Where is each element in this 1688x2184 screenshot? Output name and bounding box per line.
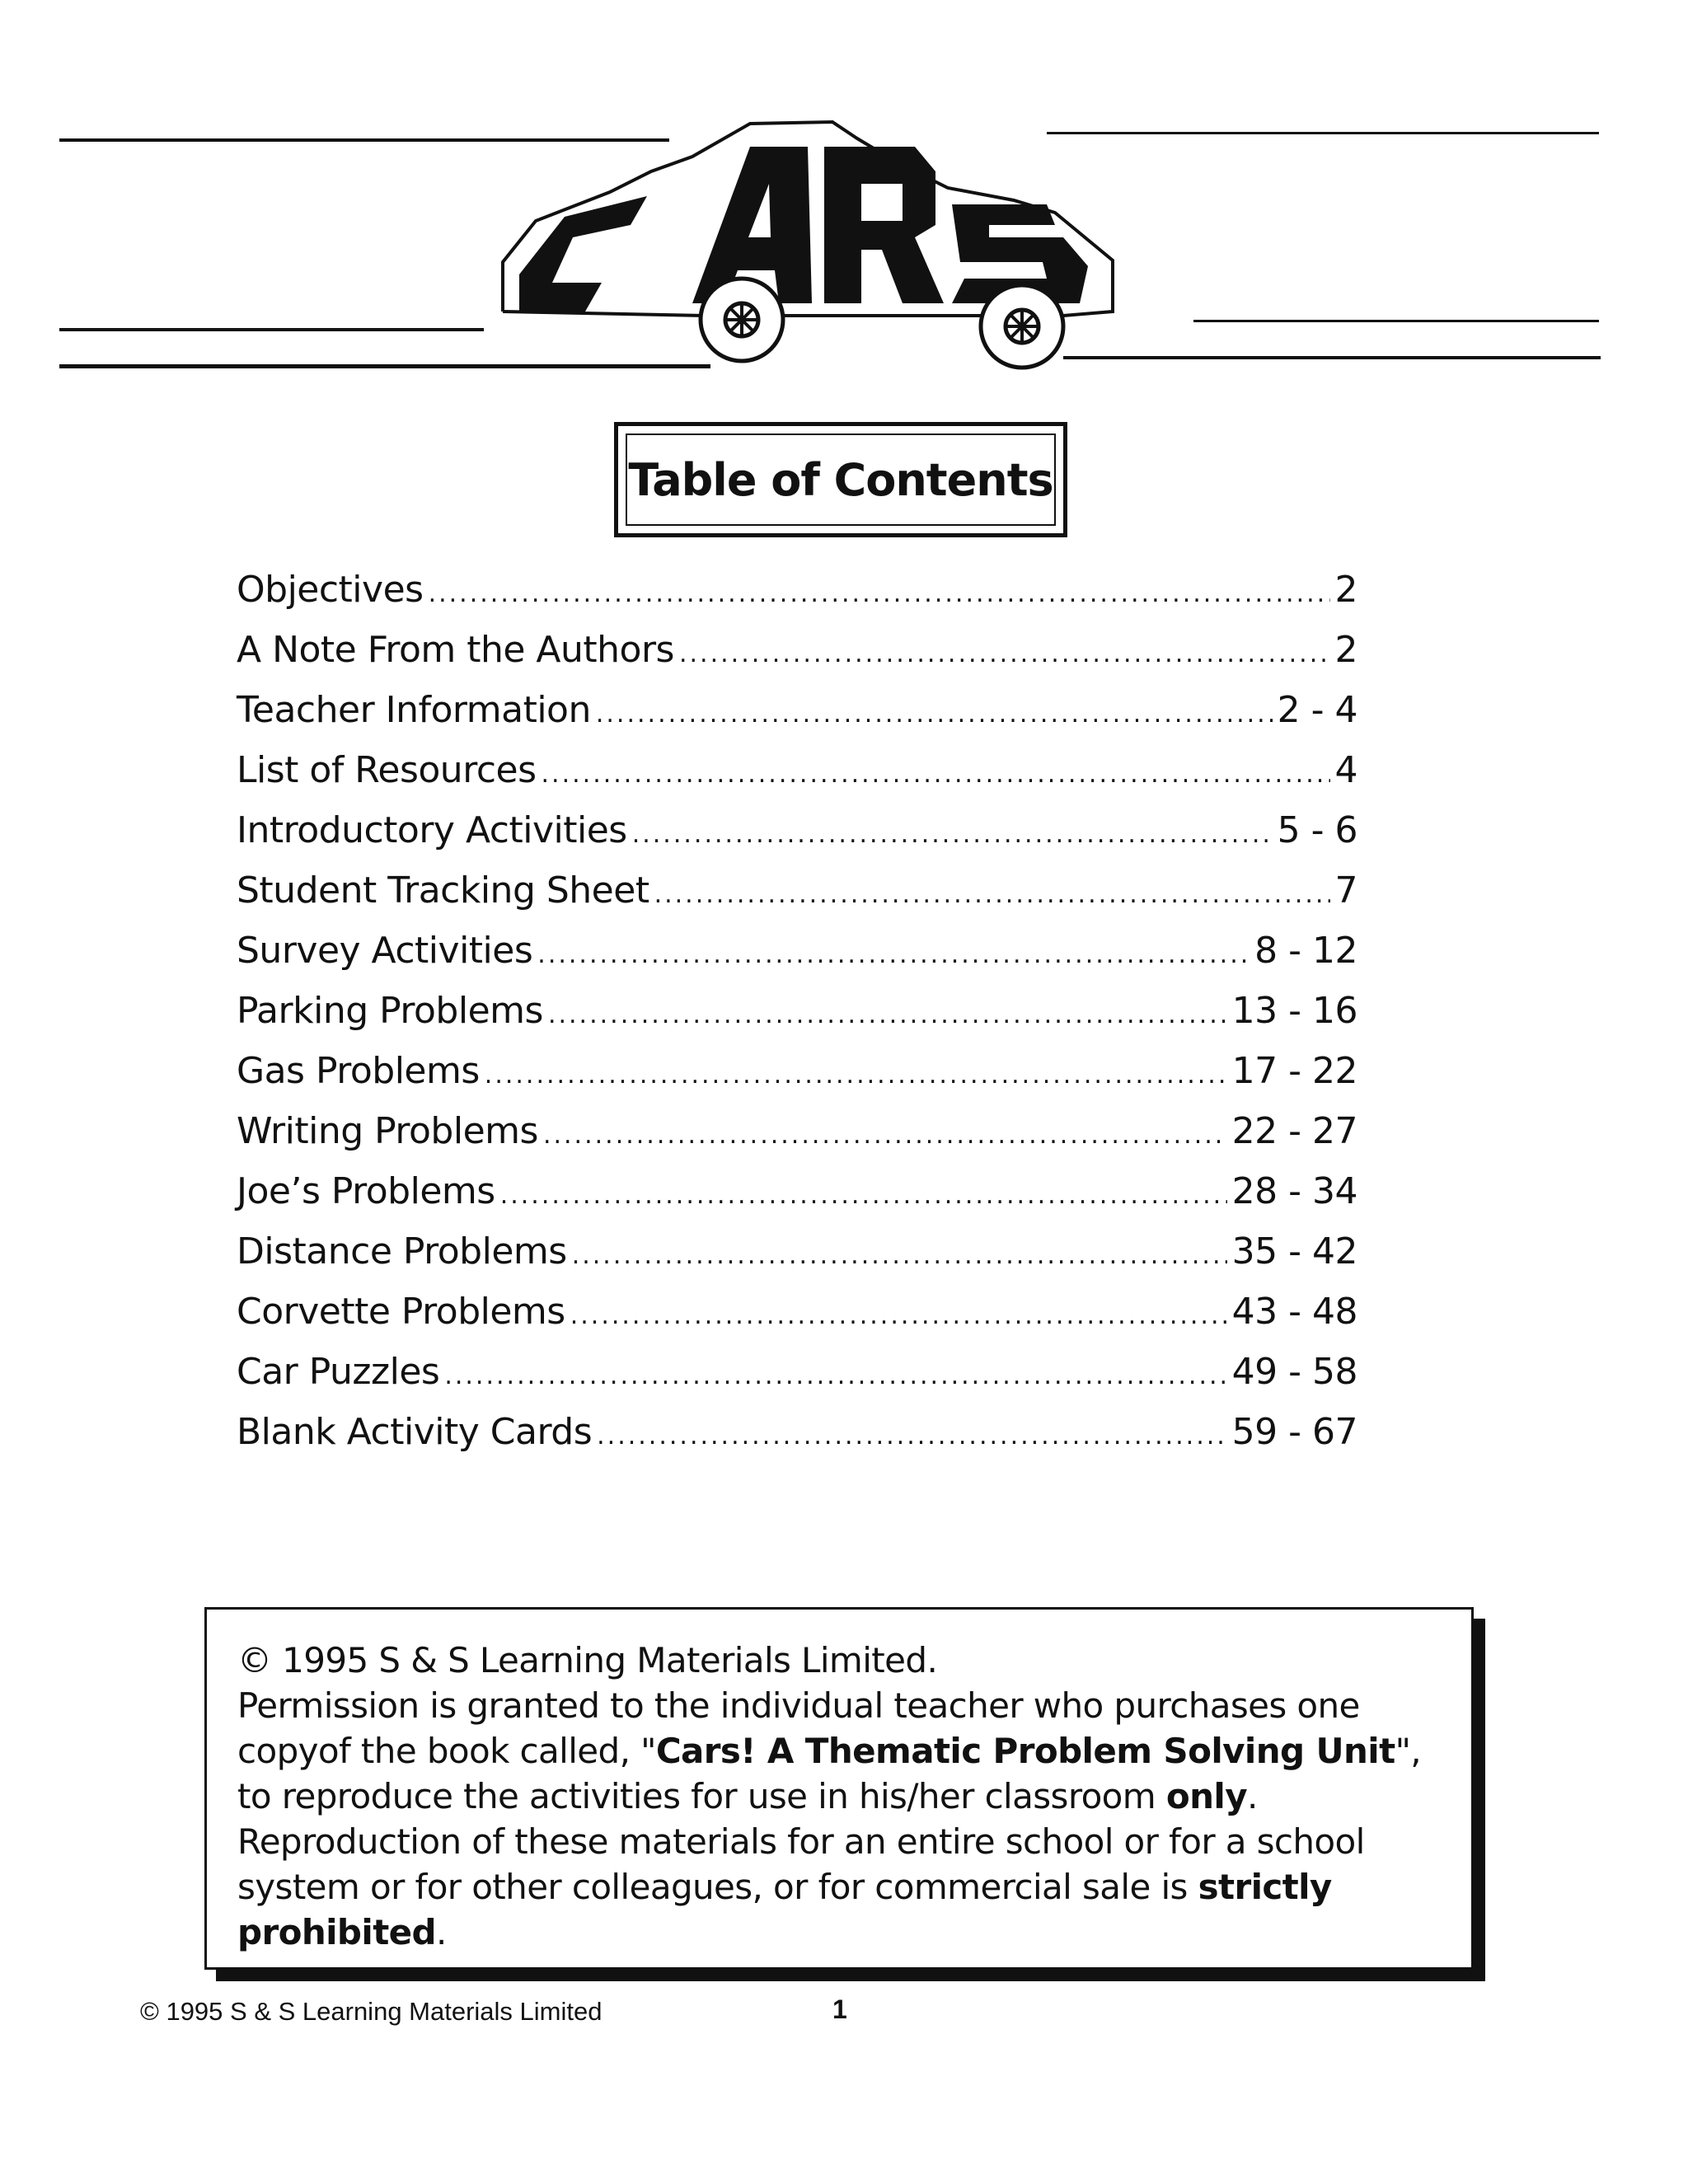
- toc-dot-leader: [632, 820, 1273, 849]
- toc-entry-pages: 7: [1334, 869, 1357, 912]
- toc-entry-label: Car Puzzles: [237, 1351, 440, 1393]
- footer-copyright: © 1995 S & S Learning Materials Limited: [140, 1997, 603, 2026]
- toc-dot-leader: [537, 940, 1250, 969]
- toc-entry: [237, 809, 1357, 869]
- toc-dot-leader: [679, 640, 1330, 668]
- toc-entry: [237, 1170, 1357, 1230]
- toc-entry-pages: 22 - 27: [1231, 1110, 1357, 1152]
- notice-permission-text: [237, 1683, 1438, 1955]
- header-rule-mid-right: [1193, 320, 1599, 322]
- toc-entry: [237, 749, 1357, 809]
- notice-strictly-prohibited: strictly prohibited: [237, 1867, 1332, 1952]
- toc-dot-leader: [485, 1061, 1227, 1090]
- toc-entry-label: Joe’s Problems: [237, 1170, 495, 1212]
- toc-entry-label: Survey Activities: [237, 930, 533, 972]
- toc-dot-leader: [548, 1001, 1227, 1029]
- notice-book-title: Cars! A Thematic Problem Solving Unit: [655, 1731, 1395, 1771]
- toc-entry-label: Gas Problems: [237, 1050, 480, 1092]
- toc-entry: [237, 1230, 1357, 1291]
- toc-entry-label: A Note From the Authors: [237, 629, 674, 671]
- toc-list: [237, 569, 1357, 1471]
- toc-entry: [237, 1351, 1357, 1411]
- toc-entry-label: Teacher Information: [237, 689, 591, 731]
- toc-entry-label: List of Resources: [237, 749, 537, 791]
- notice-text-part3: . Reproduction of these materials for an entire school or for a school system or for other colleagues, or for commercial sale is: [237, 1776, 1365, 1907]
- toc-entry: [237, 1291, 1357, 1351]
- toc-entry: [237, 629, 1357, 689]
- toc-entry: [237, 990, 1357, 1050]
- copyright-notice-box: [204, 1607, 1474, 1970]
- toc-dot-leader: [570, 1301, 1227, 1330]
- toc-entry-pages: 13 - 16: [1231, 990, 1357, 1032]
- notice-text-part2: ", to reproduce the activities for use in his/her classroom: [237, 1731, 1422, 1816]
- toc-entry-pages: 35 - 42: [1231, 1230, 1357, 1272]
- toc-entry-pages: 49 - 58: [1231, 1351, 1357, 1393]
- toc-entry: [237, 869, 1357, 930]
- toc-entry-pages: 5 - 6: [1277, 809, 1357, 851]
- toc-entry-label: Parking Problems: [237, 990, 543, 1032]
- toc-entry: [237, 930, 1357, 990]
- toc-title-inner-frame: [626, 434, 1056, 526]
- notice-only: only: [1165, 1776, 1247, 1816]
- toc-entry-label: Objectives: [237, 569, 424, 611]
- toc-dot-leader: [597, 1422, 1227, 1451]
- toc-entry: [237, 1050, 1357, 1110]
- toc-title-box: [614, 422, 1067, 537]
- wheel-right: [981, 285, 1063, 368]
- car-logo-icon: [486, 114, 1203, 377]
- notice-text-part4: .: [436, 1912, 447, 1952]
- footer-page-number: 1: [832, 1994, 847, 2024]
- toc-entry-pages: 2 - 4: [1277, 689, 1357, 731]
- toc-dot-leader: [654, 880, 1330, 909]
- toc-dot-leader: [543, 1121, 1227, 1150]
- toc-dot-leader: [542, 760, 1330, 789]
- toc-dot-leader: [572, 1241, 1227, 1270]
- toc-entry: [237, 1110, 1357, 1170]
- toc-dot-leader: [444, 1361, 1226, 1390]
- toc-entry-pages: 43 - 48: [1231, 1291, 1357, 1333]
- toc-title: Table of Contents: [628, 453, 1053, 506]
- toc-entry-pages: 28 - 34: [1231, 1170, 1357, 1212]
- logo-text: CARS: [486, 114, 489, 115]
- toc-entry-label: Corvette Problems: [237, 1291, 565, 1333]
- toc-entry-label: Distance Problems: [237, 1230, 567, 1272]
- toc-entry-label: Blank Activity Cards: [237, 1411, 593, 1453]
- toc-entry-label: Writing Problems: [237, 1110, 538, 1152]
- toc-entry-label: Student Tracking Sheet: [237, 869, 649, 912]
- toc-entry-pages: 4: [1334, 749, 1357, 791]
- toc-entry: [237, 1411, 1357, 1471]
- toc-entry-label: Introductory Activities: [237, 809, 627, 851]
- toc-entry-pages: 2: [1334, 629, 1357, 671]
- notice-text-part1: Permission is granted to the individual teacher who purchases one copyof the book called, ": [237, 1685, 1360, 1771]
- toc-dot-leader: [429, 579, 1330, 608]
- notice-copyright: © 1995 S & S Learning Materials Limited.: [237, 1640, 938, 1680]
- toc-entry-pages: 59 - 67: [1231, 1411, 1357, 1453]
- header-rule-mid-left: [59, 328, 484, 331]
- toc-entry-pages: 17 - 22: [1231, 1050, 1357, 1092]
- toc-entry-pages: 2: [1334, 569, 1357, 611]
- wheel-left: [701, 279, 783, 361]
- toc-entry-pages: 8 - 12: [1254, 930, 1357, 972]
- toc-entry: [237, 569, 1357, 629]
- toc-dot-leader: [596, 700, 1273, 729]
- toc-entry: [237, 689, 1357, 749]
- toc-dot-leader: [500, 1181, 1227, 1210]
